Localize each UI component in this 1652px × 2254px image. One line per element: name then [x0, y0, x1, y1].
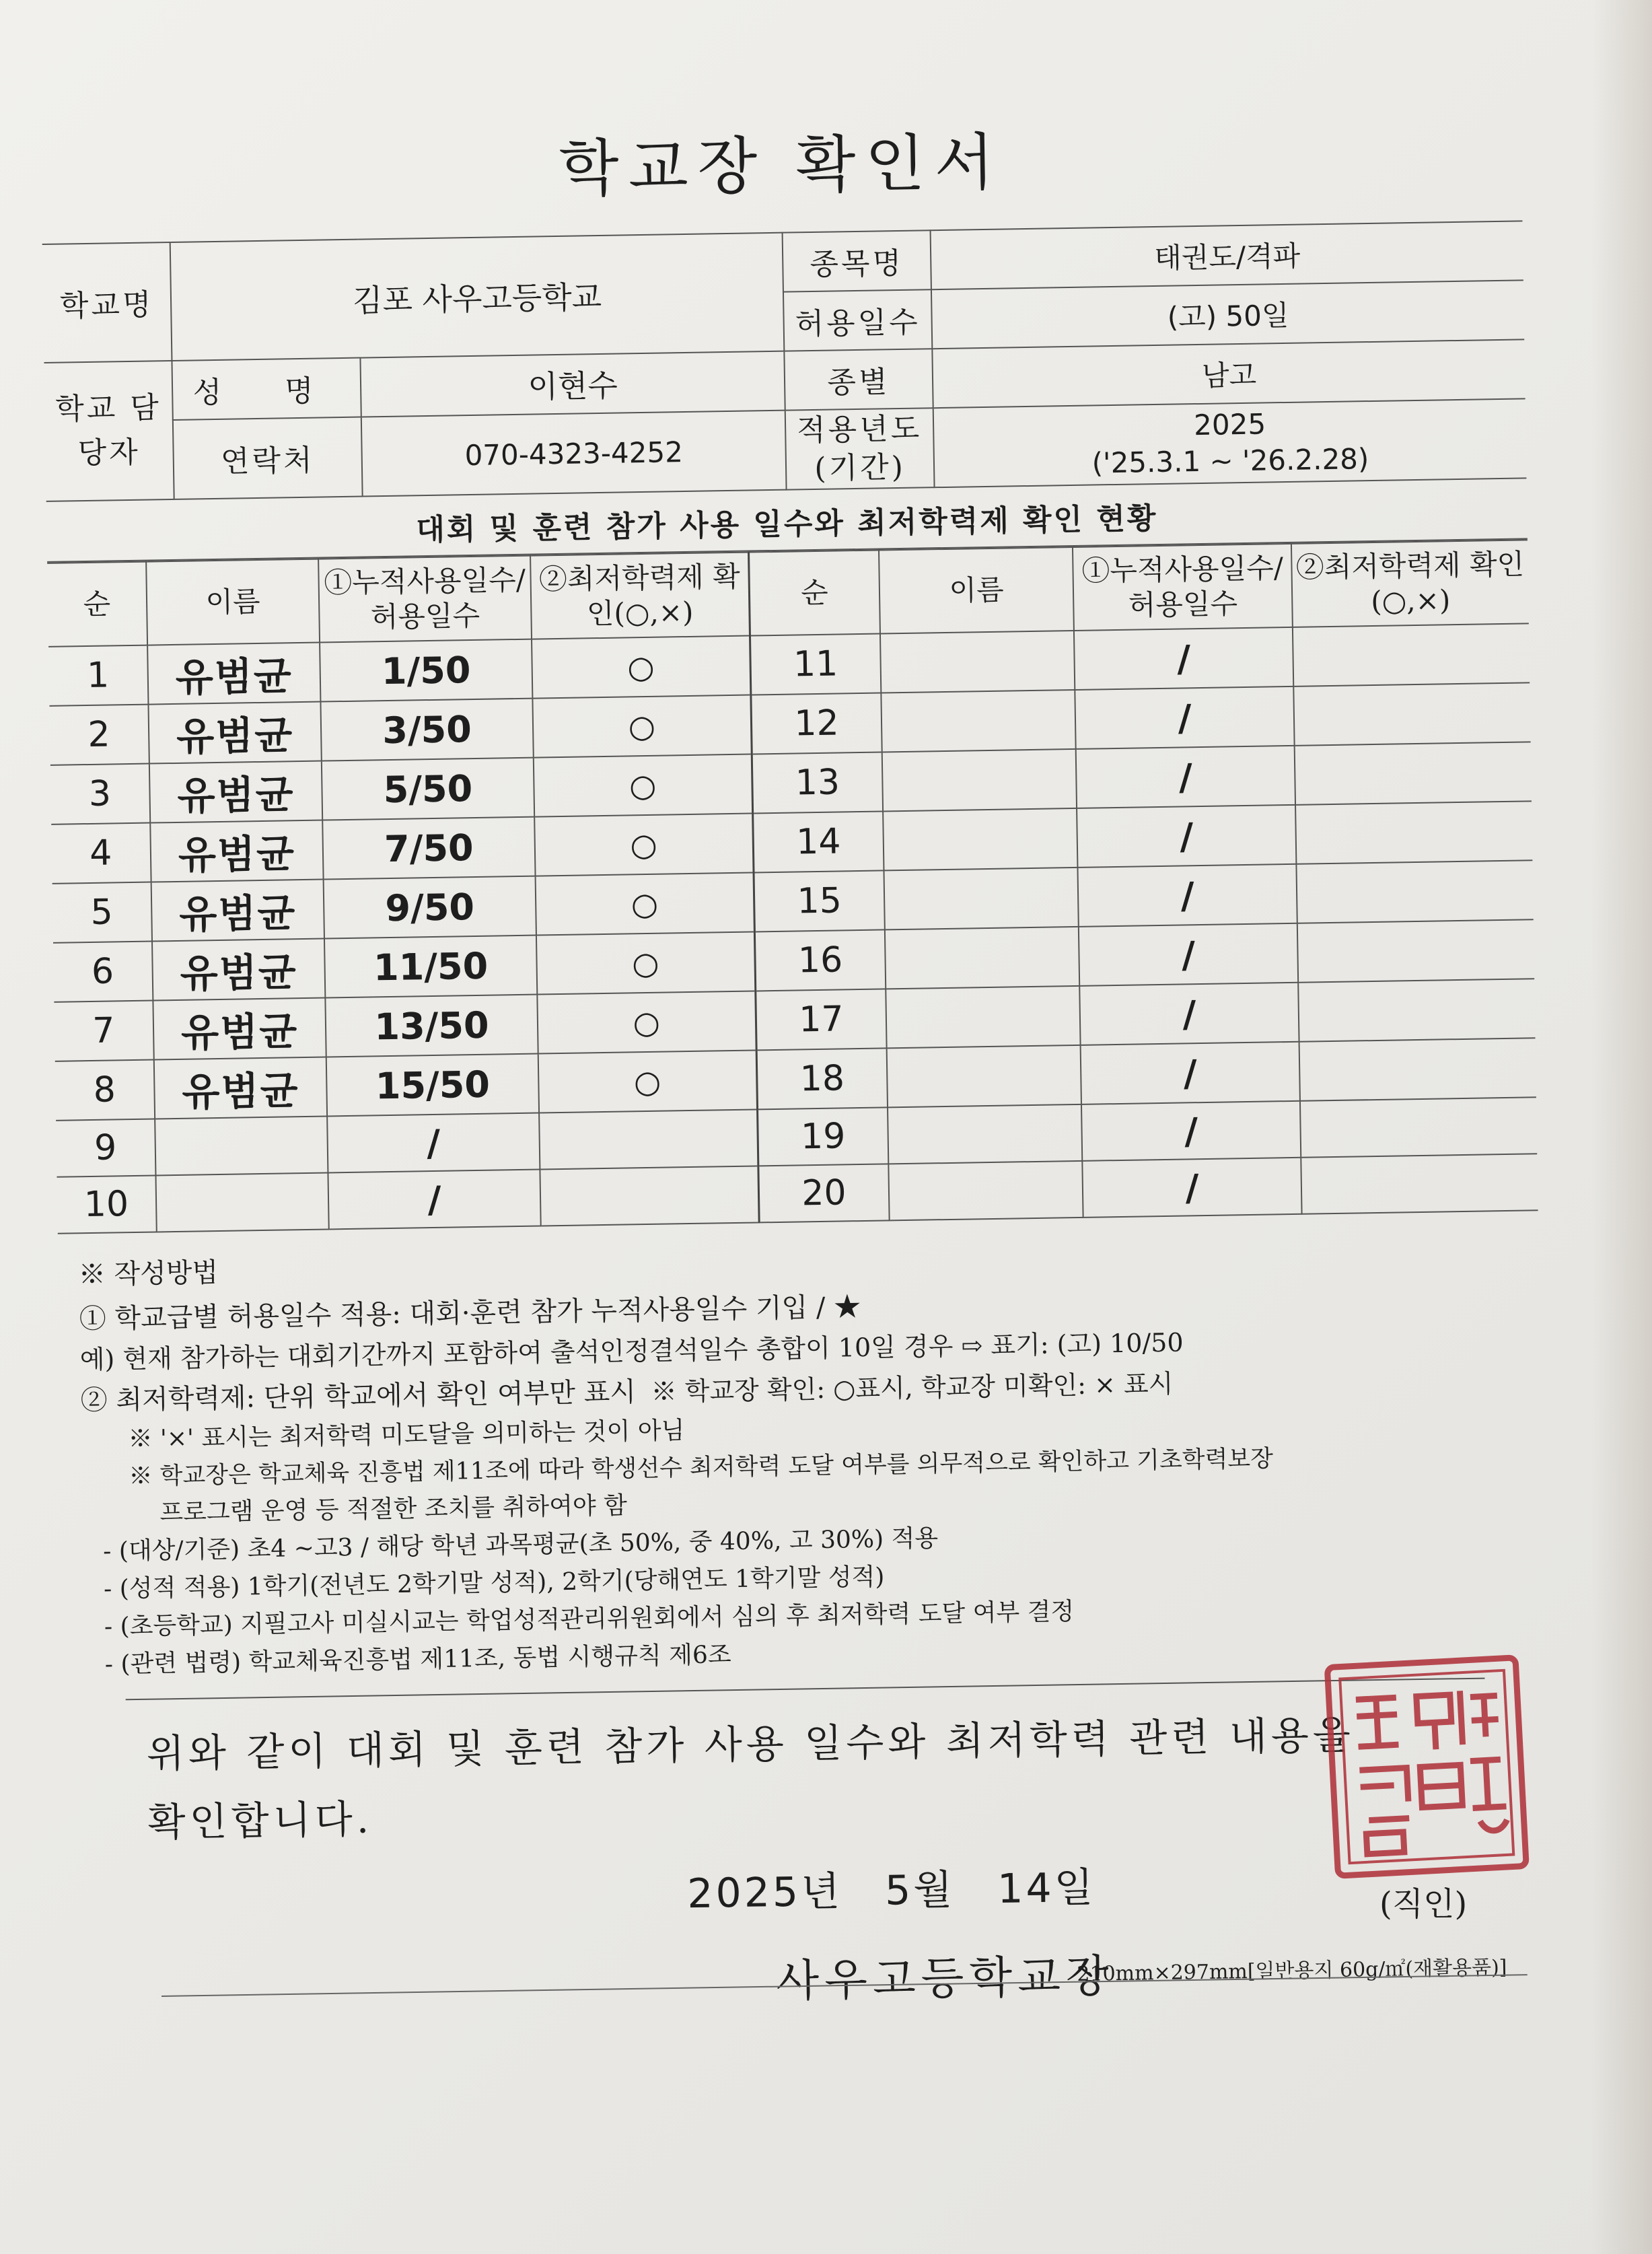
header-check-right: ②최저학력제 확인(○,×) [1291, 540, 1529, 627]
section-title: 대회 및 훈련 참가 사용 일수와 최저학력제 확인 현황 [46, 479, 1528, 563]
cell-no: 4 [51, 823, 151, 884]
cell-name: 유범균 [150, 820, 324, 882]
cell-check-right [1296, 861, 1533, 924]
cell-usage: 13/50 [326, 995, 538, 1057]
cell-name: 유범균 [149, 761, 323, 823]
cell-check: ○ [532, 636, 751, 699]
cell-name-right [888, 1161, 1083, 1221]
notes-sub-2b: 프로그램 운영 등 적절한 조치를 취하여야 함 [159, 1491, 628, 1527]
cell-usage-right: / [1074, 627, 1293, 690]
cell-usage-right: / [1075, 686, 1295, 749]
cell-no: 3 [50, 764, 150, 824]
year-label: 적용년도 (기간) [785, 408, 935, 490]
header-check: ②최저학력제 확인(○,×) [530, 553, 750, 639]
cell-check-right [1295, 742, 1532, 806]
cell-name: 유범균 [147, 643, 321, 705]
notes-dash-3: - (초등학교) 지필고사 미실시교는 학업성적관리위원회에서 심의 후 최저학력 도달 여부 결정 [104, 1597, 1075, 1641]
header-usage: ①누적사용일수/ 허용일수 [318, 556, 531, 643]
seal-stamp-image [1305, 1622, 1548, 1905]
cell-check: ○ [537, 991, 756, 1054]
cell-usage-right: / [1079, 983, 1299, 1045]
school-value: 김포 사우고등학교 [170, 233, 785, 361]
document-title: 학교장 확인서 [558, 126, 1005, 205]
cell-usage: 7/50 [323, 817, 536, 880]
cell-usage: 15/50 [326, 1054, 539, 1117]
cell-no-right: 20 [758, 1164, 890, 1223]
cell-check [540, 1166, 759, 1226]
notes-dash-1: - (대상/기준) 초4 ~고3 / 해당 학년 과목평균(초 50%, 중 40%, 고 30%) 적용 [102, 1524, 939, 1565]
issue-date: 2025년 5월 14일 [686, 1864, 1097, 1918]
cell-name-right [883, 808, 1077, 871]
notes-heading: ※ 작성방법 [78, 1257, 219, 1291]
cell-check-right [1293, 624, 1530, 687]
notes-sub-2: ※ 학교장은 학교체육 진흥법 제11조에 따라 학생선수 최저학력 도달 여부를 의무적으로 확인하고 기초학력보장 [129, 1445, 1274, 1491]
cell-name-right [888, 1104, 1082, 1164]
cell-name: 유범균 [152, 939, 326, 1001]
header-no-right: 순 [748, 551, 880, 636]
cell-name: 유범균 [153, 998, 326, 1060]
gender-label: 종별 [784, 349, 933, 410]
writing-instructions [78, 1232, 1545, 1684]
cell-name: 유범균 [148, 702, 322, 764]
notes-item-2: ② 최저학력제: 단위 학교에서 확인 여부만 표시 [80, 1376, 637, 1417]
cell-usage: / [327, 1113, 540, 1173]
cell-name-right [880, 631, 1075, 693]
manager-label: 학교 담당자 [44, 361, 174, 501]
cell-check-right [1299, 1038, 1536, 1102]
cell-no: 8 [55, 1060, 155, 1121]
cell-name-right [881, 690, 1075, 752]
cell-name-right [882, 749, 1077, 812]
cell-usage-right: / [1081, 1042, 1300, 1104]
cell-no: 6 [53, 942, 153, 1002]
cell-usage: 3/50 [321, 699, 534, 761]
cell-name-right [885, 927, 1079, 989]
cell-usage: 9/50 [324, 876, 536, 939]
cell-no-right: 16 [754, 930, 886, 991]
cell-check: ○ [534, 814, 754, 876]
cell-check-right [1301, 1154, 1538, 1215]
cell-usage-right: / [1083, 1158, 1302, 1218]
notes-dash-2: - (성적 적용) 1학기(전년도 2학기말 성적), 2학기(당해연도 1학기말 성적) [103, 1563, 885, 1603]
cell-check-right [1293, 683, 1530, 746]
cell-no-right: 17 [756, 989, 887, 1051]
cell-usage-right: / [1078, 864, 1297, 927]
cell-name-right [887, 1045, 1081, 1108]
school-label: 학교명 [42, 242, 172, 363]
header-usage-right: ①누적사용일수/ 허용일수 [1073, 544, 1293, 631]
cell-check: ○ [535, 873, 754, 936]
cell-check: ○ [533, 754, 752, 817]
cell-no: 5 [52, 882, 152, 943]
header-name-right: 이름 [879, 547, 1074, 634]
cell-name [155, 1173, 329, 1232]
cell-usage: 1/50 [320, 639, 532, 702]
cell-check [539, 1110, 758, 1170]
event-label: 종목명 [783, 230, 931, 291]
cell-name [155, 1117, 328, 1176]
cell-no-right: 11 [750, 634, 881, 695]
header-name: 이름 [146, 559, 320, 645]
cell-usage-right: / [1076, 746, 1295, 808]
cell-name: 유범균 [151, 880, 324, 942]
header-no: 순 [47, 562, 147, 647]
contact-label: 연락처 [173, 417, 363, 500]
divider-line [126, 1678, 1485, 1701]
cell-no-right: 14 [752, 812, 884, 873]
cell-check-right [1298, 979, 1535, 1043]
cell-usage-right: / [1079, 923, 1298, 986]
cell-name-right [884, 868, 1079, 930]
notes-confirm-note: ※ 학교장 확인: ○표시, 학교장 미확인: × 표시 [651, 1369, 1174, 1407]
contact-value: 070-4323-4252 [361, 411, 787, 497]
cell-usage-right: / [1081, 1101, 1301, 1161]
event-value: 태권도/격파 [931, 221, 1523, 289]
cell-no-right: 12 [751, 693, 882, 754]
gender-value: 남고 [932, 339, 1525, 408]
name-label: 성 명 [172, 358, 361, 420]
allowed-days-value: (고) 50일 [931, 280, 1524, 349]
paper-edge-shadow [1591, 0, 1652, 2254]
cell-no: 2 [49, 705, 149, 765]
cell-no-right: 18 [756, 1049, 888, 1110]
attendance-table [47, 540, 1538, 1234]
cell-no-right: 13 [752, 752, 883, 814]
cell-check-right [1297, 920, 1534, 983]
cell-usage: 5/50 [322, 758, 534, 820]
allowed-days-label: 허용일수 [783, 289, 932, 351]
seal-mark-text: (직인) [1379, 1885, 1468, 1923]
cell-no: 10 [57, 1176, 156, 1234]
info-table [42, 220, 1527, 502]
cell-check-right [1300, 1098, 1537, 1158]
cell-check-right [1295, 802, 1532, 865]
confirmation-statement: 위와 같이 대회 및 훈련 참가 사용 일수와 최저학력 관련 내용을 확인합니다. [146, 1712, 1355, 1845]
principal-title: 사우고등학교장 [775, 1950, 1115, 2008]
cell-usage-right: / [1077, 805, 1296, 868]
cell-usage: 11/50 [324, 936, 537, 998]
notes-sub-1: ※ '×' 표시는 최저학력 미도달을 의미하는 것이 아님 [128, 1417, 685, 1454]
official-seal [1305, 1622, 1548, 1907]
year-value [933, 398, 1527, 487]
name-value: 이현수 [360, 351, 785, 417]
cell-no-right: 19 [757, 1108, 888, 1166]
notes-example: 예) 현재 참가하는 대회기간까지 포함하여 출석인정결석일수 총합이 10일 경우 ⇨ 표기: (고) 10/50 [79, 1327, 1184, 1375]
cell-name-right [886, 986, 1080, 1049]
cell-check: ○ [538, 1051, 757, 1113]
cell-name: 유범균 [153, 1057, 327, 1119]
notes-item-1: ① 학교급별 허용일수 적용: 대회·훈련 참가 누적사용일수 기입 / ★ [79, 1292, 861, 1335]
cell-check: ○ [536, 932, 756, 995]
paper-spec: 210mm×297mm[일반용지 60g/㎡(재활용품)] [1077, 1955, 1507, 1986]
cell-check: ○ [532, 695, 752, 758]
cell-no: 7 [54, 1001, 153, 1061]
cell-usage: / [328, 1170, 541, 1230]
notes-dash-4: - (관련 법령) 학교체육진흥법 제11조, 동법 시행규칙 제6조 [104, 1640, 731, 1679]
cell-no: 1 [48, 645, 148, 706]
period-text: ('25.3.1 ~ '26.2.28) [1091, 442, 1369, 480]
cell-no: 9 [56, 1119, 155, 1177]
cell-no-right: 15 [754, 871, 885, 932]
year-number: 2025 [1193, 407, 1266, 442]
